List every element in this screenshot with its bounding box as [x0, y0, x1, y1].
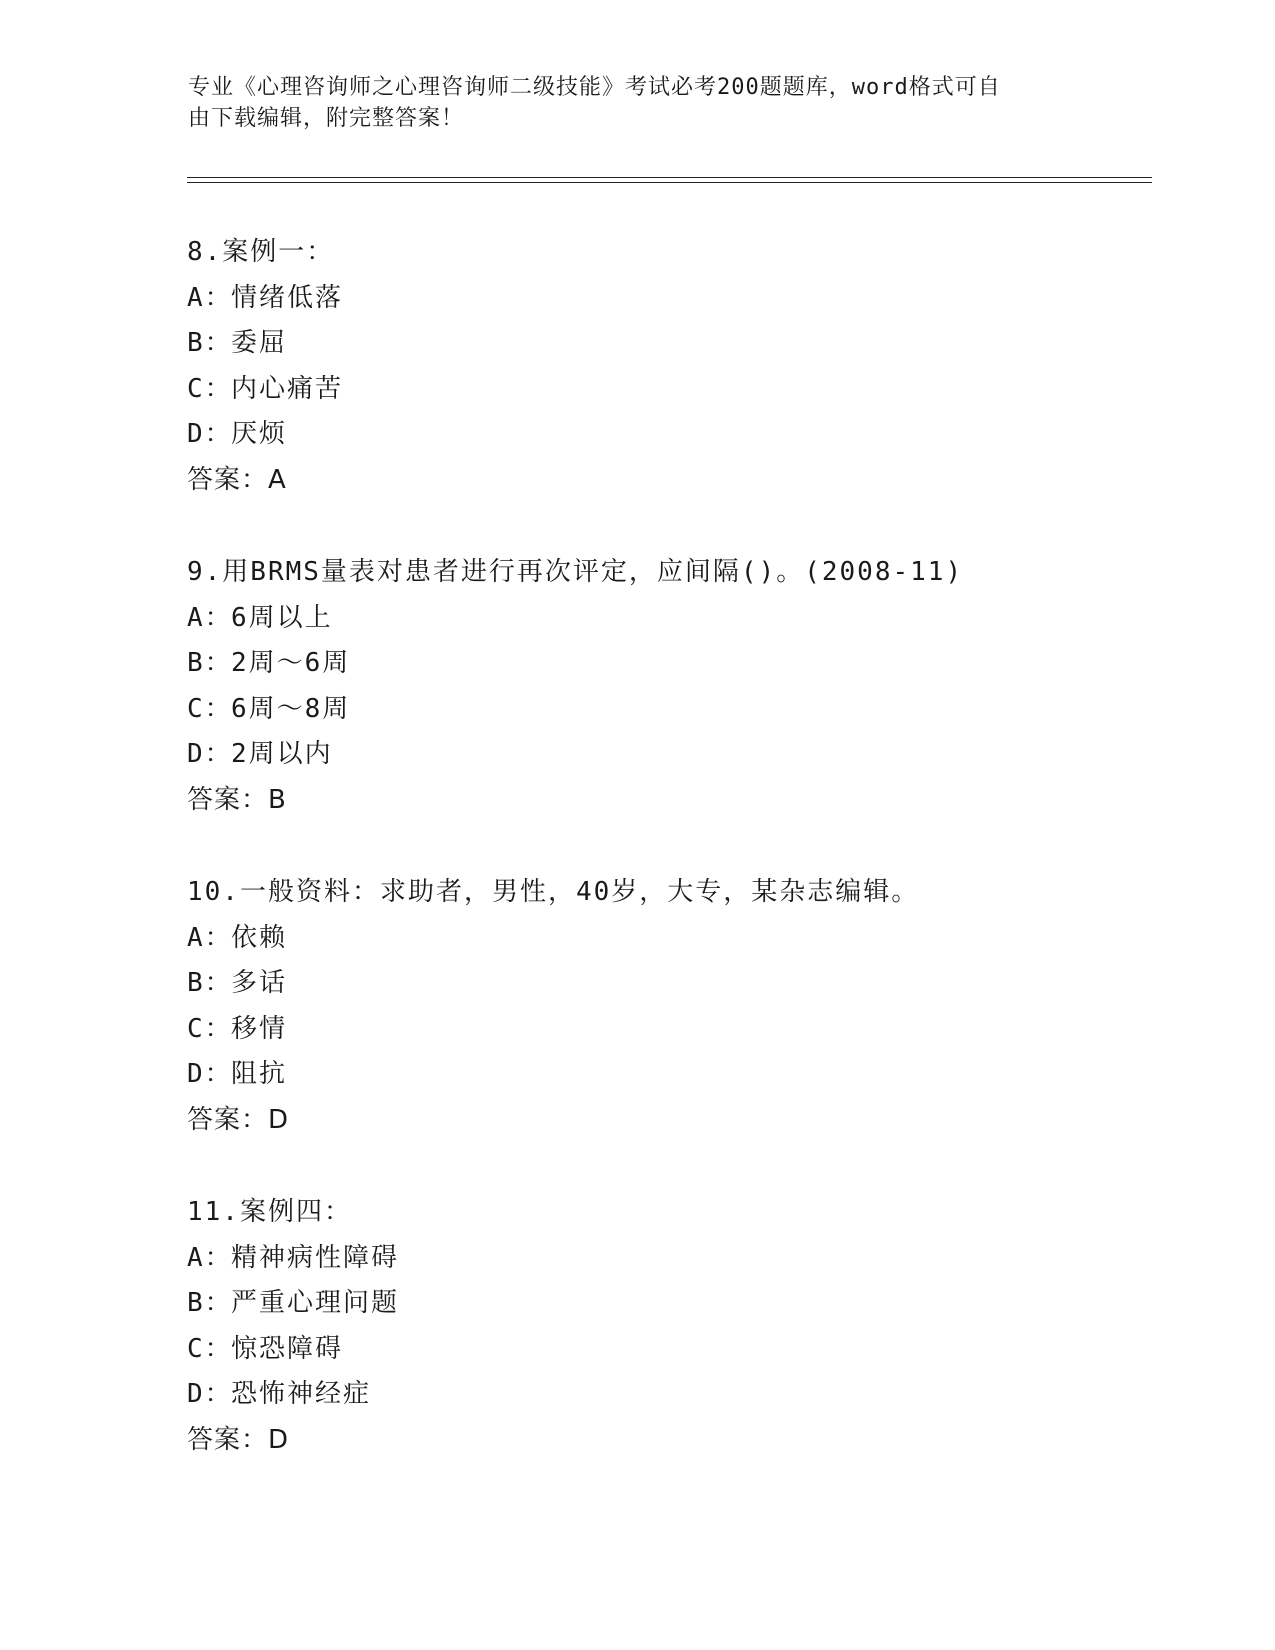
header-rule-bottom: [187, 182, 1152, 183]
option-key: D：: [187, 419, 233, 449]
option-key: D：: [187, 1379, 233, 1409]
option-key: A：: [187, 1242, 233, 1273]
option-text: 惊恐障碍: [231, 1333, 344, 1364]
option-text: 依赖: [231, 922, 288, 953]
option-text: 委屈: [231, 328, 288, 358]
header-line-1: 专业《心理咨询师之心理咨询师二级技能》考试必考200题题库，word格式可自: [188, 75, 1001, 100]
option-text: 厌烦: [231, 419, 288, 449]
option-d: [187, 1052, 1147, 1098]
option-a: [187, 916, 1147, 962]
option-a: [187, 276, 1147, 322]
option-key: B：: [187, 648, 233, 678]
answer-line: 答案：D: [187, 1104, 290, 1135]
option-b: [187, 321, 1147, 367]
option-text: 精神病性障碍: [231, 1242, 400, 1273]
question-stem: 9.用BRMS量表对患者进行再次评定，应间隔()。(2008-11): [187, 557, 964, 587]
option-a: [187, 1236, 1147, 1282]
document-header: [188, 72, 1068, 134]
option-key: A：: [187, 922, 233, 953]
option-text: 内心痛苦: [231, 373, 344, 404]
option-b: [187, 1281, 1147, 1327]
option-text: 6周～8周: [231, 693, 351, 724]
option-d: [187, 732, 1147, 778]
question-block: [187, 1190, 1147, 1463]
header-rule-top: [187, 177, 1152, 178]
option-c: [187, 1007, 1147, 1053]
header-line-2: 由下载编辑，附完整答案！: [188, 106, 465, 131]
option-key: C：: [187, 373, 233, 404]
question-block: [187, 870, 1147, 1143]
option-key: D：: [187, 1059, 233, 1089]
answer-line: 答案：D: [187, 1424, 290, 1455]
option-b: [187, 641, 1147, 687]
option-text: 阻抗: [231, 1059, 288, 1089]
option-text: 多话: [231, 968, 288, 998]
question-stem: 10.一般资料：求助者，男性，40岁，大专，某杂志编辑。: [187, 877, 920, 907]
option-a: [187, 596, 1147, 642]
option-text: 情绪低落: [231, 282, 344, 313]
answer-line: 答案：A: [187, 464, 287, 495]
option-d: [187, 412, 1147, 458]
question-stem: 8.案例一：: [187, 237, 335, 267]
option-key: D：: [187, 739, 233, 769]
question-block: [187, 550, 1147, 823]
option-key: C：: [187, 693, 233, 724]
option-key: A：: [187, 602, 233, 633]
option-key: B：: [187, 1288, 233, 1318]
answer-line: 答案：B: [187, 784, 287, 815]
option-key: A：: [187, 282, 233, 313]
option-key: C：: [187, 1013, 233, 1044]
question-block: [187, 230, 1147, 503]
option-key: B：: [187, 968, 233, 998]
option-c: [187, 687, 1147, 733]
option-text: 移情: [231, 1013, 288, 1044]
option-text: 2周～6周: [231, 648, 351, 678]
option-c: [187, 367, 1147, 413]
option-c: [187, 1327, 1147, 1373]
option-d: [187, 1372, 1147, 1418]
option-text: 2周以内: [231, 739, 333, 769]
option-b: [187, 961, 1147, 1007]
option-key: C：: [187, 1333, 233, 1364]
option-key: B：: [187, 328, 233, 358]
question-stem: 11.案例四：: [187, 1197, 352, 1227]
option-text: 严重心理问题: [231, 1288, 400, 1318]
option-text: 恐怖神经症: [231, 1379, 372, 1409]
option-text: 6周以上: [231, 602, 333, 633]
